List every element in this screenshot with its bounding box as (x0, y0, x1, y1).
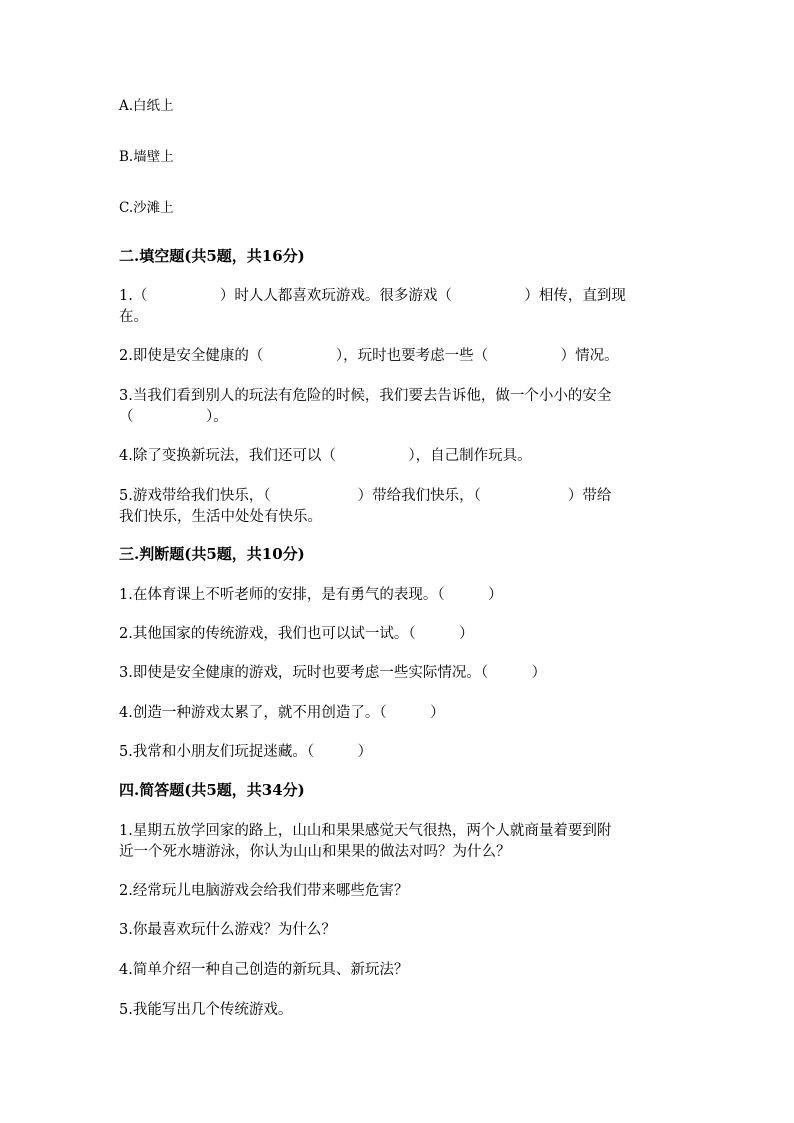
fill-question-3-line2: （ ）。 (119, 409, 228, 425)
option-a: A.白纸上 (119, 98, 174, 114)
judge-question-2: 2.其他国家的传统游戏，我们也可以试一试。（ ） (119, 626, 474, 642)
option-b: B.墙壁上 (119, 149, 174, 165)
fill-question-1-line2: 在。 (119, 309, 148, 325)
judge-question-4: 4.创造一种游戏太累了，就不用创造了。（ ） (119, 705, 445, 721)
judge-question-1: 1.在体育课上不听老师的安排，是有勇气的表现。（ ） (119, 587, 503, 603)
short-question-5: 5.我能写出几个传统游戏。 (119, 1002, 293, 1018)
fill-question-5-line1: 5.游戏带给我们快乐，（ ）带给我们快乐，（ ）带给 (119, 488, 612, 504)
fill-question-5-line2: 我们快乐，生活中处处有快乐。 (119, 509, 322, 525)
short-question-4: 4.简单介绍一种自己创造的新玩具、新玩法？ (119, 962, 409, 978)
short-question-1-line1: 1.星期五放学回家的路上，山山和果果感觉天气很热，两个人就商量着要到附 (119, 823, 612, 839)
fill-question-2: 2.即使是安全健康的（ ），玩时也要考虑一些（ ）情况。 (119, 348, 619, 364)
short-question-1-line2: 近一个死水塘游泳，你认为山山和果果的做法对吗？为什么？ (119, 844, 511, 860)
fill-question-3-line1: 3.当我们看到别人的玩法有危险的时候，我们要去告诉他，做一个小小的安全 (119, 388, 612, 404)
short-question-2: 2.经常玩儿电脑游戏会给我们带来哪些危害？ (119, 883, 409, 899)
section4-heading: 四.简答题(共5题，共34分) (119, 781, 305, 799)
judge-question-5: 5.我常和小朋友们玩捉迷藏。（ ） (119, 744, 373, 760)
section2-heading: 二.填空题(共5题，共16分) (119, 247, 305, 265)
section3-heading: 三.判断题(共5题，共10分) (119, 545, 305, 563)
judge-question-3: 3.即使是安全健康的游戏，玩时也要考虑一些实际情况。（ ） (119, 665, 547, 681)
fill-question-1-line1: 1.（ ）时人人都喜欢玩游戏。很多游戏（ ）相传，直到现 (119, 288, 626, 304)
short-question-3: 3.你最喜欢玩什么游戏？为什么？ (119, 922, 336, 938)
option-c: C.沙滩上 (119, 200, 174, 216)
fill-question-4: 4.除了变换新玩法，我们还可以（ ），自己制作玩具。 (119, 448, 532, 464)
